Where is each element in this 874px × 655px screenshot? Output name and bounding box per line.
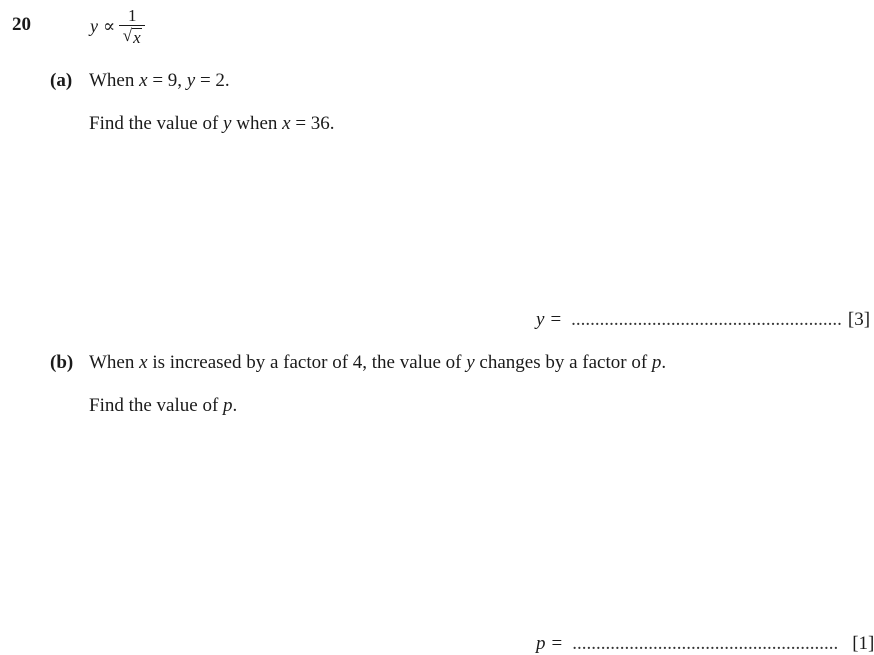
marks-badge: [3] <box>847 309 871 330</box>
part-a-given: When x = 9, y = 2. <box>89 70 230 91</box>
proportion-statement <box>90 7 145 46</box>
part-a-label: (a) <box>50 70 73 91</box>
fraction-numerator: 1 <box>127 6 137 25</box>
fraction-denominator <box>123 26 142 46</box>
part-b-answer-line[interactable] <box>536 633 874 655</box>
part-b-statement: When x is increased by a factor of 4, the value of y changes by a factor of p. <box>89 352 667 373</box>
proportional-symbol: ∝ <box>103 16 116 36</box>
part-a-instruction: Find the value of y when x = 36. <box>89 113 335 134</box>
part-b-label: (b) <box>50 352 74 373</box>
proportion-lhs: y <box>90 16 98 36</box>
answer-equals: = <box>551 633 563 654</box>
radicand: x <box>133 28 141 47</box>
answer-variable: p <box>536 633 546 654</box>
answer-dotted-line[interactable]: ......................................................... <box>571 309 842 330</box>
fraction <box>119 7 145 46</box>
answer-dotted-line[interactable]: ........................................................ <box>572 633 839 654</box>
answer-variable: y <box>536 309 545 330</box>
question-number: 20 <box>12 14 31 35</box>
part-a-answer-line[interactable] <box>536 309 870 331</box>
answer-equals: = <box>550 309 562 330</box>
marks-badge: [1] <box>852 633 874 654</box>
radical-sign: √ <box>122 26 133 45</box>
part-b-instruction: Find the value of p. <box>89 395 238 416</box>
